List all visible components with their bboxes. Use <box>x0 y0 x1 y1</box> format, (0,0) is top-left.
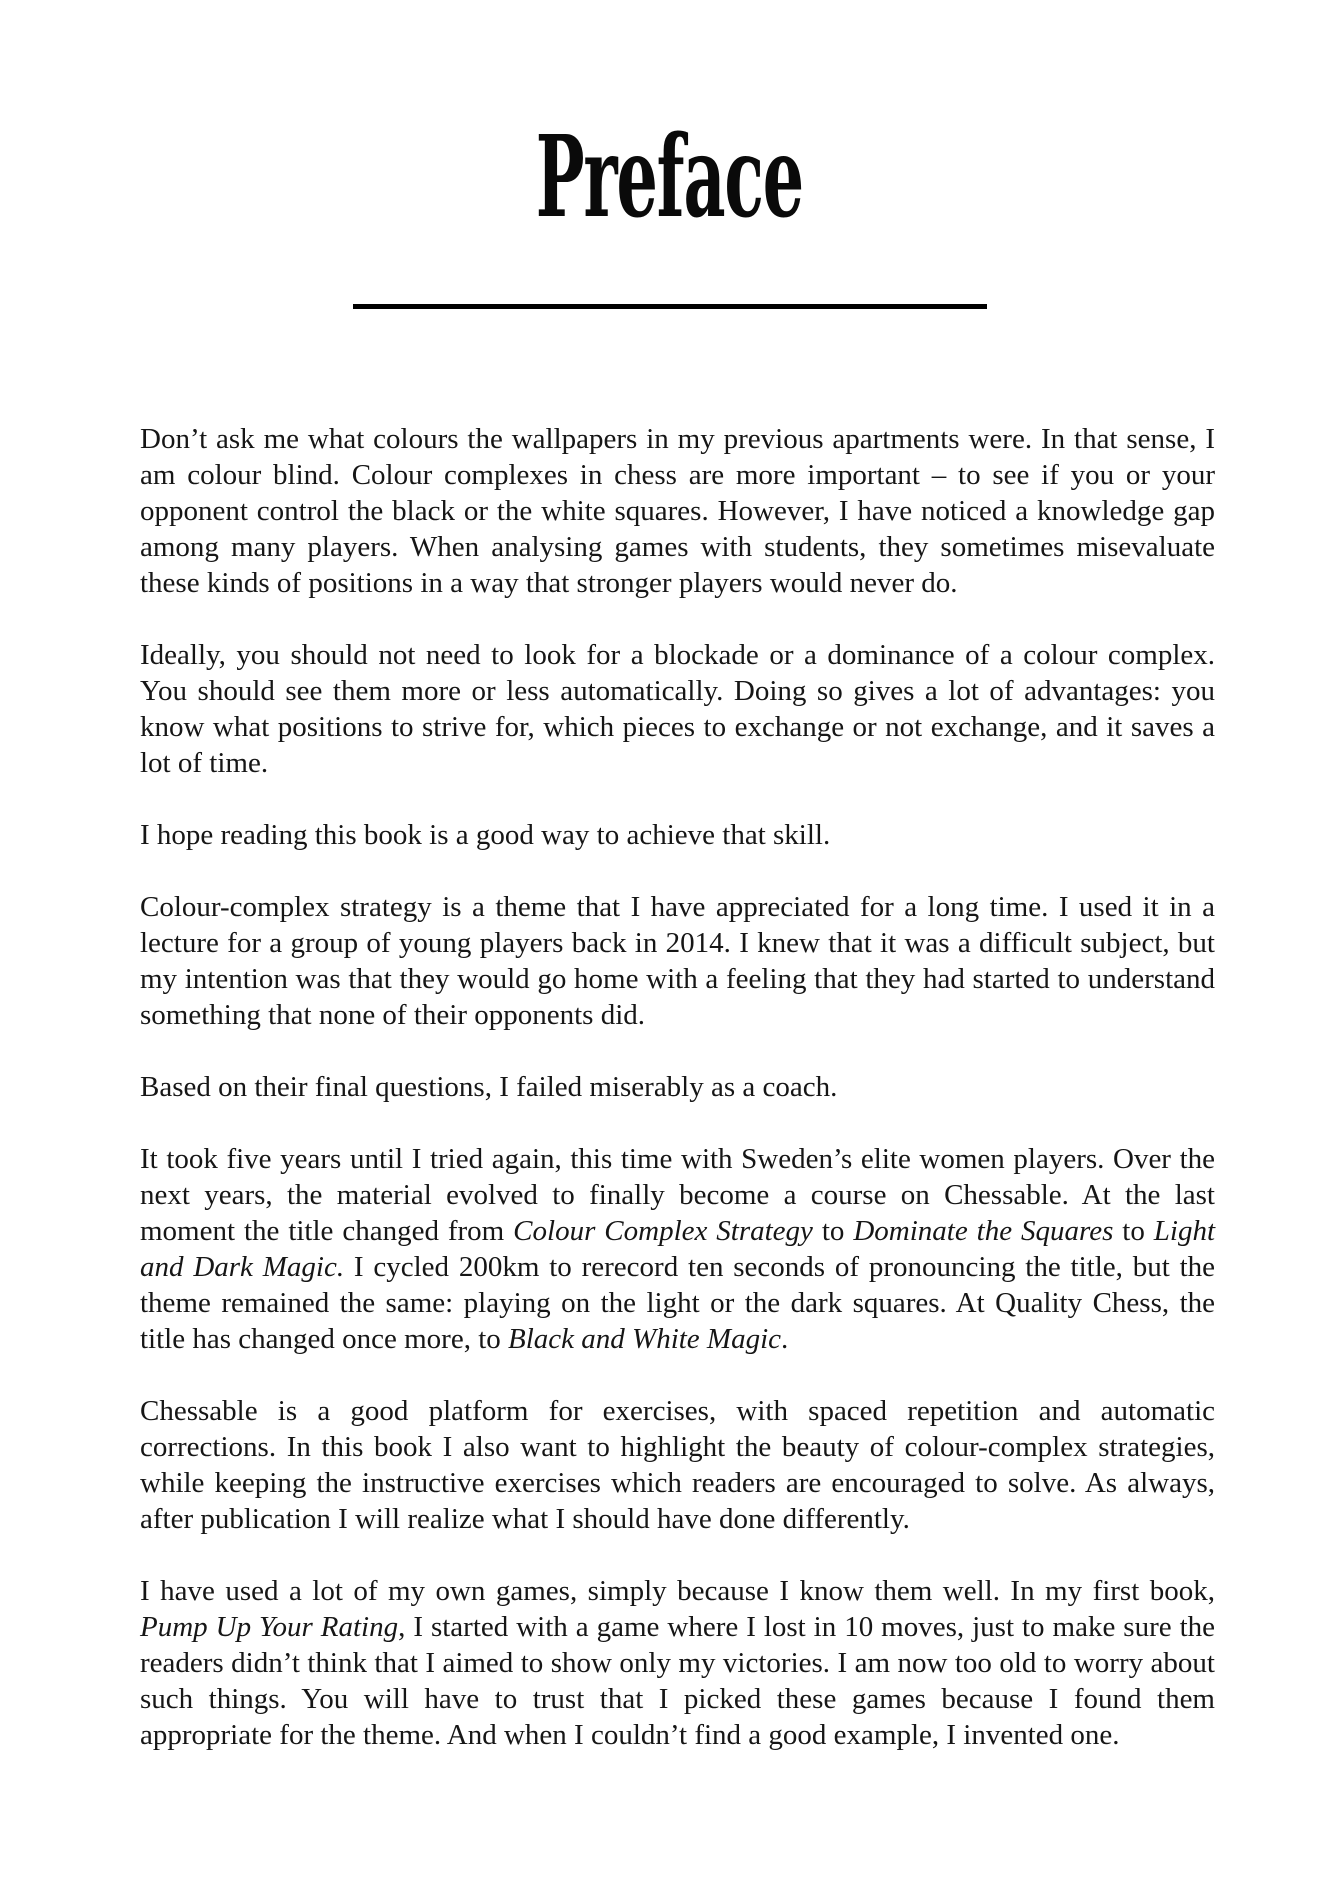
text-run: Colour-complex strategy is a theme that I have appreciated for a long time. I used it in a lecture for a group of young players back in 2014. I knew that it was a difficult subject, but my intention was that they would go home with a feeling that they had started to understand something that none of their opponents did. <box>140 891 1215 1032</box>
paragraph <box>140 1141 1215 1357</box>
text-run: It took five years until I tried again, this time with Sweden’s elite women players. Over the next years, the material evolved to finally become a course on Chessable. At the last moment the title changed from <box>140 1143 1215 1248</box>
paragraph <box>140 1069 1215 1105</box>
italic-run: Pump Up Your Rating <box>140 1611 399 1644</box>
paragraph <box>140 637 1215 781</box>
paragraph <box>140 817 1215 853</box>
paragraph <box>140 421 1215 601</box>
text-run: . <box>781 1323 789 1356</box>
text-run: I cycled 200km to rerecord ten seconds of pronouncing the title, but the theme remained the same: playing on the light or the dark squares. At Quality Chess, the title has changed once more, to <box>140 1251 1216 1356</box>
italic-run: Light and Dark Magic. <box>140 1215 1216 1284</box>
paragraph <box>140 889 1215 1033</box>
text-run: Based on their final questions, I failed miserably as a coach. <box>140 1071 838 1104</box>
text-run: to <box>1113 1215 1154 1248</box>
text-run: I hope reading this book is a good way to achieve that skill. <box>140 819 831 852</box>
italic-run: Colour Complex Strategy <box>513 1215 813 1248</box>
text-run: Chessable is a good platform for exercises, with spaced repetition and automatic corrections. In this book I also want to highlight the beauty of colour-complex strategies, while keeping the instructive exercises which readers are encouraged to solve. As always, after publication I will realize what I should have done differently. <box>140 1395 1215 1536</box>
paragraph <box>140 1573 1215 1753</box>
italic-run: Dominate the Squares <box>853 1215 1114 1248</box>
italic-run: Black and White Magic <box>508 1323 782 1356</box>
text-run: , I started with a game where I lost in 10 moves, just to make sure the readers didn’t think that I aimed to show only my victories. I am now too old to worry about such things. You will have to trust that I picked these games because I found them appropriate for the theme. And when I couldn’t find a good example, I invented one. <box>140 1611 1216 1752</box>
text-run: Don’t ask me what colours the wallpapers in my previous apartments were. In that sense, I am colour blind. Colour complexes in chess are more important – to see if you or your opponent control the black or the white squares. However, I have noticed a knowledge gap among many players. When analysing games with students, they sometimes misevaluate these kinds of positions in a way that stronger players would never do. <box>140 423 1215 600</box>
text-run: I have used a lot of my own games, simply because I know them well. In my first book, <box>140 1575 1215 1608</box>
paragraph <box>140 1393 1215 1537</box>
page-title-text: Preface <box>535 112 804 243</box>
text-run: Ideally, you should not need to look for a blockade or a dominance of a colour complex. You should see them more or less automatically. Doing so gives a lot of advantages: you know what positions to strive for, which pieces to exchange or not exchange, and it saves a lot of time. <box>140 639 1215 780</box>
page-title <box>0 112 1339 244</box>
preface-body <box>0 421 1339 1753</box>
text-run: to <box>812 1215 854 1248</box>
title-divider <box>353 304 987 309</box>
